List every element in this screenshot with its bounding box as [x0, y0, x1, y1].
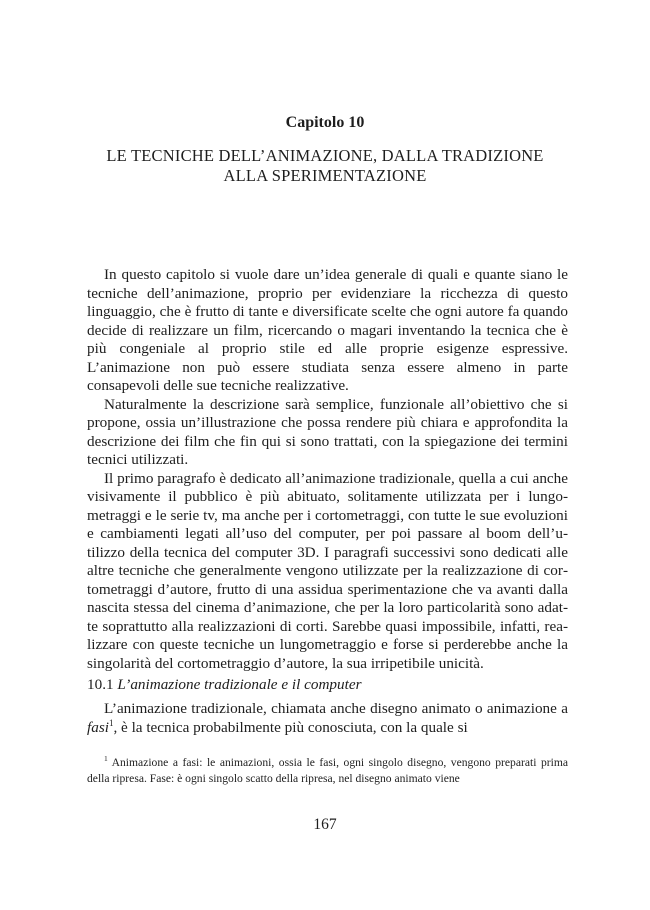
footnote-text: Animazione a fasi: le animazioni, ossia le fasi, ogni singolo disegno, vengono preparati prima della ripresa. Fase: è ogni singolo scatto della ripresa, nel disegno animato viene [87, 756, 568, 785]
chapter-label: Capitolo 10 [285, 114, 365, 131]
section-title: L’animazione tradizionale e il computer [117, 676, 362, 693]
section-body [87, 700, 568, 737]
footnote-mark: 1 [104, 754, 108, 764]
paragraph-3: Il primo paragrafo è dedicato all’animazione tradizionale, quella a cui anche visivamente il pubblico è più abituato, solitamente utilizzata per i lungometraggi e le serie tv, ma anche per i cortometraggi, con tutte le sue evoluzioni e cambiamenti legati all’uso del computer, per poi passare al boom dell’utilizzo della tecnica del computer 3D. I paragrafi successivi sono dedicati alle altre tecniche che generalmente vengono utilizzate per la realizzazione di cortometraggi d’autore, frutto di una assidua sperimentazione che va avanti dalla nascita stessa del cinema d’animazione, che per la loro particolarità sono adatte soprattutto alla realizzazioni di corti. Sarebbe quasi impossibile, infatti, realizzare con queste tecniche un lungometraggio e forse si perderebbe anche la singolarità del cortometraggio d’autore, la sua irripetibile unicità. [87, 469, 568, 672]
chapter-intro [87, 266, 568, 673]
section-heading [87, 676, 568, 695]
chapter-title: LE TECNICHE DELL’ANIMAZIONE, DALLA TRADIZIONE ALLA SPERIMENTAZIONE [106, 146, 544, 185]
paragraph-1: In questo capitolo si vuole dare un’idea generale di quali e quante siano le tecniche dell’animazione, proprio per evidenziare la ricchezza di questo linguaggio, che è frutto di tante e diversificate scelte che ogni autore fa quando decide di realizzare un film, ricercando o magari inventando la tecnica che è più congeniale al proprio stile ed alle proprie esigenze espressive. L’animazione non può essere studiata senza essere almeno in parte consapevoli delle sue tecniche realizzative. [87, 266, 568, 394]
paragraph-2: Naturalmente la descrizione sarà semplice, funzionale all’obiettivo che si propone, ossia un’illustrazione che possa rendere più chiara e approfondita la descrizione dei film che fin qui si sono trattati, con la spiegazione dei termini tecnici utilizzati. [87, 395, 568, 468]
section-text-start: L’animazione tradizionale, chiamata anche disegno animato o animazione a [104, 700, 568, 717]
page-number: 167 [313, 816, 337, 833]
section-text-end: , è la tecnica probabilmente più conosciuta, con la quale si [113, 718, 468, 736]
section-paragraph [87, 700, 568, 737]
section-term: fasi [87, 718, 109, 736]
section-number: 10.1 [87, 676, 114, 693]
footnote-reference[interactable]: 1 [108, 717, 114, 728]
footnote [87, 755, 568, 787]
